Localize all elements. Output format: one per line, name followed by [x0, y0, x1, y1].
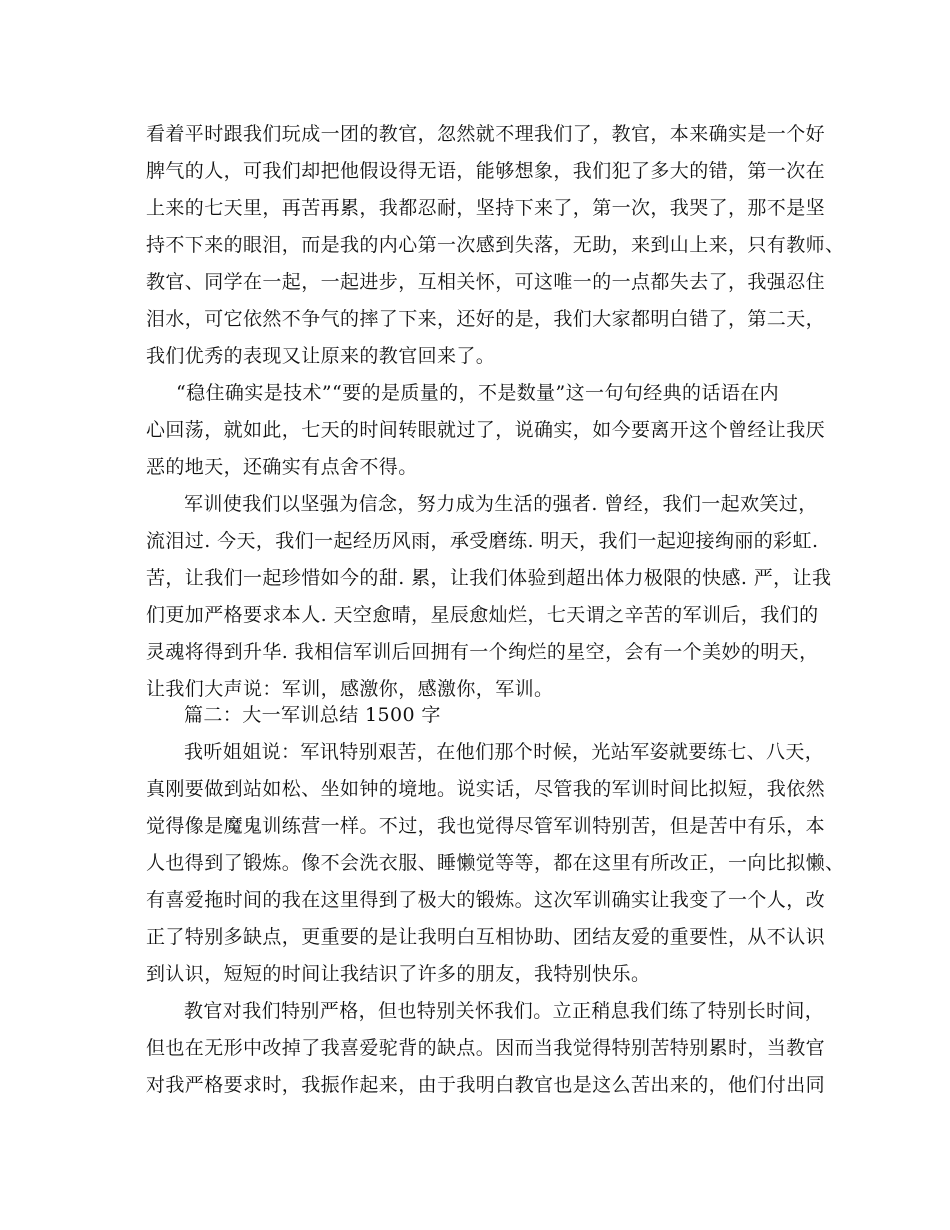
text-line: 苦，让我们一起珍惜如今的甜. 累，让我们体验到超出体力极限的快感. 严，让我	[146, 567, 832, 589]
text-line: 灵魂将得到升华. 我相信军训后回拥有一个绚烂的星空，会有一个美妙的明天，	[146, 641, 819, 663]
section-heading: 篇二：大一军训总结 1500 字	[184, 704, 441, 726]
text-line: 恶的地天，还确实有点舍不得。	[146, 456, 418, 478]
text-line: 心回荡，就如此，七天的时间转眼就过了，说确实，如今要离开这个曾经让我厌	[146, 419, 826, 441]
text-line: 们更加严格要求本人. 天空愈晴，星辰愈灿烂，七天谓之辛苦的军训后，我们的	[146, 604, 819, 626]
text-line: 人也得到了锻炼。像不会洗衣服、睡懒觉等等，都在这里有所改正，一向比拟懒、	[146, 852, 845, 874]
text-line: 对我严格要求时，我振作起来，由于我明白教官也是这么苦出来的，他们付出同	[146, 1074, 826, 1096]
text-line: 上来的七天里，再苦再累，我都忍耐，坚持下来了，第一次，我哭了，那不是坚	[146, 197, 826, 219]
paragraph-first-line: 教官对我们特别严格，但也特别关怀我们。立正稍息我们练了特别长时间，	[184, 1000, 825, 1022]
text-line: 流泪过. 今天，我们一起经历风雨，承受磨练. 明天，我们一起迎接绚丽的彩虹.	[146, 530, 819, 552]
text-line: 让我们大声说：军训，感激你，感激你，军训。	[146, 678, 554, 700]
text-line: 持不下来的眼泪，而是我的内心第一次感到失落，无助，来到山上来，只有教师、	[146, 234, 845, 256]
text-line: 觉得像是魔鬼训练营一样。不过，我也觉得尽管军训特别苦，但是苦中有乐，本	[146, 815, 826, 837]
paragraph-first-line: 我听姐姐说：军讯特别艰苦，在他们那个时候，光站军姿就要练七、八天，	[184, 741, 825, 763]
text-line: 到认识，短短的时间让我结识了许多的朋友，我特别快乐。	[146, 963, 651, 985]
text-line: 看着平时跟我们玩成一团的教官，忽然就不理我们了，教官，本来确实是一个好	[146, 123, 826, 145]
text-line: 教官、同学在一起，一起进步，互相关怀，可这唯一的一点都失去了，我强忍住	[146, 271, 826, 293]
paragraph-first-line: 军训使我们以坚强为信念，努力成为生活的强者. 曾经，我们一起欢笑过，	[184, 493, 818, 515]
text-line: 泪水，可它依然不争气的摔了下来，还好的是，我们大家都明白错了，第二天，	[146, 308, 826, 330]
text-line: 真刚要做到站如松、坐如钟的境地。说实话，尽管我的军训时间比拟短，我依然	[146, 778, 826, 800]
text-line: 有喜爱拖时间的我在这里得到了极大的锻炼。这次军训确实让我变了一个人，改	[146, 889, 826, 911]
text-line: 脾气的人，可我们却把他假设得无语，能够想象，我们犯了多大的错，第一次在	[146, 160, 826, 182]
text-line: 正了特别多缺点，更重要的是让我明白互相协助、团结友爱的重要性，从不认识	[146, 926, 826, 948]
text-line: 但也在无形中改掉了我喜爱驼背的缺点。因而当我觉得特别苦特别累时，当教官	[146, 1037, 826, 1059]
paragraph-first-line: “稳住确实是技术”“要的是质量的，不是数量”这一句句经典的话语在内	[176, 382, 780, 404]
text-line: 我们优秀的表现又让原来的教官回来了。	[146, 345, 496, 367]
